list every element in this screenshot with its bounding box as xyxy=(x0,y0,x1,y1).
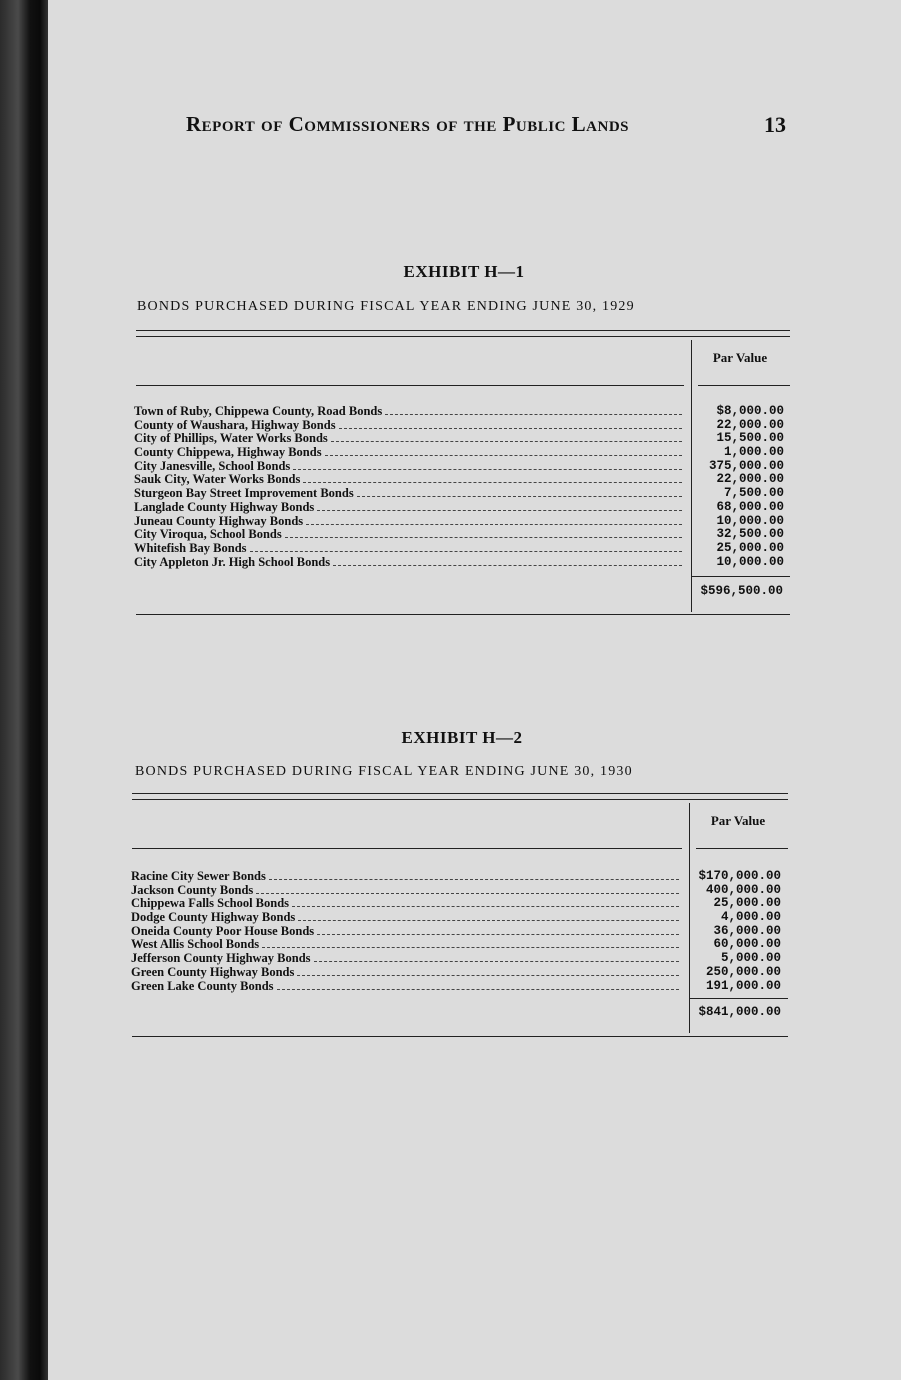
exhibit-h1-total-rule xyxy=(692,576,790,577)
leader-dots xyxy=(314,961,679,962)
par-value: 7,500.00 xyxy=(723,486,784,501)
table-row xyxy=(134,515,784,529)
exhibit-h1-header-rule xyxy=(136,385,684,386)
leader-dots xyxy=(325,455,682,456)
leader-dots xyxy=(385,414,682,415)
leader-dots xyxy=(269,879,679,880)
table-row xyxy=(131,952,781,966)
leader-dots xyxy=(317,934,679,935)
par-value: 25,000.00 xyxy=(716,540,784,555)
bond-name: Town of Ruby, Chippewa County, Road Bonds xyxy=(134,404,383,418)
table-row xyxy=(134,446,784,460)
table-row xyxy=(134,487,784,501)
par-value: 25,000.00 xyxy=(713,896,781,911)
table-row xyxy=(131,870,781,884)
bond-name: Langlade County Highway Bonds xyxy=(134,499,315,514)
exhibit-h2-subtitle: BONDS PURCHASED DURING FISCAL YEAR ENDING JUNE 30, 1930 xyxy=(135,764,633,779)
table-row xyxy=(134,556,784,570)
bond-name: Green Lake County Bonds xyxy=(131,978,274,993)
leader-dots xyxy=(297,975,679,976)
exhibit-h1-subtitle: BONDS PURCHASED DURING FISCAL YEAR ENDING JUNE 30, 1929 xyxy=(137,299,635,314)
leader-dots xyxy=(303,482,682,483)
book-spine xyxy=(0,0,48,1380)
bond-name: Jackson County Bonds xyxy=(131,882,254,897)
table-row xyxy=(134,501,784,515)
bond-name: Whitefish Bay Bonds xyxy=(134,540,247,555)
leader-dots xyxy=(331,441,682,442)
bond-name: Sturgeon Bay Street Improvement Bonds xyxy=(134,486,354,501)
exhibit-h2-header-rule-value xyxy=(696,848,788,849)
page-number: 13 xyxy=(764,112,786,137)
table-row xyxy=(134,542,784,556)
leader-dots xyxy=(262,947,679,948)
par-value: 10,000.00 xyxy=(716,554,784,569)
table-row xyxy=(131,897,781,911)
bond-name: Sauk City, Water Works Bonds xyxy=(134,472,301,487)
leader-dots xyxy=(277,989,679,990)
par-value: 36,000.00 xyxy=(713,923,781,938)
exhibit-h2-total: $841,000.00 xyxy=(698,1005,781,1019)
leader-dots xyxy=(333,565,682,566)
table-row xyxy=(131,884,781,898)
exhibit-h1-total: $596,500.00 xyxy=(700,584,783,598)
running-header: Report of Commissioners of the Public Lands xyxy=(186,112,630,136)
table-row xyxy=(131,980,781,994)
exhibit-h2-top-rule xyxy=(132,793,788,800)
par-value: 60,000.00 xyxy=(713,937,781,952)
bond-name: West Allis School Bonds xyxy=(131,937,260,952)
par-value: 32,500.00 xyxy=(716,527,784,542)
exhibit-h2-column-header: Par Value xyxy=(710,813,766,828)
bond-name: Dodge County Highway Bonds xyxy=(131,910,296,925)
table-row xyxy=(134,432,784,446)
bond-name: Oneida County Poor House Bonds xyxy=(131,923,315,938)
table-row xyxy=(131,938,781,952)
bond-name: Juneau County Highway Bonds xyxy=(134,513,304,528)
par-value: $170,000.00 xyxy=(698,869,781,883)
par-value: 1,000.00 xyxy=(723,445,784,460)
leader-dots xyxy=(317,510,682,511)
table-row xyxy=(134,405,784,419)
table-row xyxy=(131,911,781,925)
par-value: 22,000.00 xyxy=(716,417,784,432)
table-row xyxy=(134,473,784,487)
bond-name: County Chippewa, Highway Bonds xyxy=(134,445,322,460)
exhibit-h2-rows xyxy=(131,870,781,993)
exhibit-h1-title: EXHIBIT H—1 xyxy=(403,262,525,281)
par-value: 400,000.00 xyxy=(705,882,781,897)
par-value: $8,000.00 xyxy=(716,404,784,418)
bond-name: City Viroqua, School Bonds xyxy=(134,527,282,542)
par-value: 4,000.00 xyxy=(720,910,781,925)
bond-name: City Janesville, School Bonds xyxy=(134,458,291,473)
leader-dots xyxy=(285,537,682,538)
exhibit-h1-header-rule-value xyxy=(698,385,790,386)
exhibit-h1-top-rule xyxy=(136,330,790,337)
leader-dots xyxy=(250,551,682,552)
par-value: 22,000.00 xyxy=(716,472,784,487)
leader-dots xyxy=(293,469,682,470)
exhibit-h1-column-header: Par Value xyxy=(712,350,768,365)
table-row xyxy=(131,925,781,939)
exhibit-h2-bottom-rule xyxy=(132,1036,788,1037)
leader-dots xyxy=(357,496,682,497)
par-value: 191,000.00 xyxy=(705,978,781,993)
leader-dots xyxy=(292,906,679,907)
leader-dots xyxy=(256,893,679,894)
page xyxy=(48,0,901,1380)
exhibit-h2-header-rule xyxy=(132,848,682,849)
par-value: 15,500.00 xyxy=(716,431,784,446)
par-value: 250,000.00 xyxy=(705,964,781,979)
leader-dots xyxy=(339,428,682,429)
exhibit-h2-title: EXHIBIT H—2 xyxy=(401,728,523,747)
leader-dots xyxy=(298,920,679,921)
bond-name: Chippewa Falls School Bonds xyxy=(131,896,290,911)
bond-name: County of Waushara, Highway Bonds xyxy=(134,417,336,432)
par-value: 5,000.00 xyxy=(720,951,781,966)
table-row xyxy=(131,966,781,980)
exhibit-h1-bottom-rule xyxy=(136,614,790,615)
table-row xyxy=(134,528,784,542)
par-value: 375,000.00 xyxy=(708,458,784,473)
bond-name: City Appleton Jr. High School Bonds xyxy=(134,554,331,569)
table-row xyxy=(134,460,784,474)
exhibit-h2-total-rule xyxy=(690,998,788,999)
bond-name: Racine City Sewer Bonds xyxy=(131,869,266,883)
bond-name: Jefferson County Highway Bonds xyxy=(131,951,311,966)
leader-dots xyxy=(306,524,682,525)
par-value: 10,000.00 xyxy=(716,513,784,528)
bond-name: Green County Highway Bonds xyxy=(131,964,295,979)
par-value: 68,000.00 xyxy=(716,499,784,514)
exhibit-h1-rows xyxy=(134,405,784,569)
table-row xyxy=(134,419,784,433)
bond-name: City of Phillips, Water Works Bonds xyxy=(134,431,328,446)
